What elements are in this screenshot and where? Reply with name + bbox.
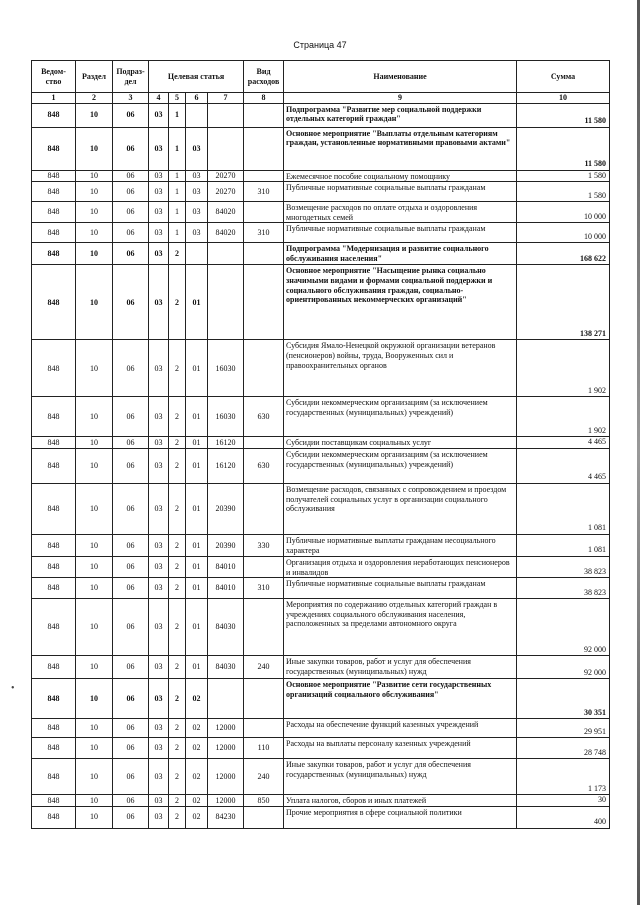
cell-vid: 240 [244,759,284,795]
cell-c4: 12000 [208,738,244,759]
cell-razdel: 10 [76,679,113,719]
cell-sum: 4 465 [517,448,610,483]
cell-razdel: 10 [76,578,113,599]
cell-sum: 92 000 [517,599,610,656]
header-ved: Ведом-ство [32,61,76,93]
cell-vid [244,719,284,738]
cell-c4: 84030 [208,656,244,679]
cell-c1: 03 [149,738,169,759]
cell-c1: 03 [149,397,169,437]
cell-c1: 03 [149,243,169,265]
cell-razdel: 10 [76,265,113,340]
cell-sum: 92 000 [517,656,610,679]
cell-ved: 848 [32,806,76,828]
cell-razdel: 10 [76,437,113,449]
cell-c4: 12000 [208,759,244,795]
cell-c4 [208,243,244,265]
cell-razdel: 10 [76,397,113,437]
cell-c3: 02 [186,759,208,795]
cell-c3: 01 [186,483,208,534]
cell-name: Основное мероприятие "Выплаты отдельным категориям граждан, установленные нормативными правовыми актами" [284,127,517,170]
table-row [32,170,610,182]
table-row [32,483,610,534]
column-index-cell: 4 [149,93,169,104]
cell-c1: 03 [149,170,169,182]
cell-c4: 20390 [208,483,244,534]
table-row [32,795,610,807]
cell-name: Публичные нормативные выплаты гражданам несоциального характера [284,534,517,556]
cell-c2: 1 [169,127,186,170]
cell-name: Организация отдыха и оздоровления неработающих пенсионеров и инвалидов [284,556,517,577]
cell-vid: 850 [244,795,284,807]
cell-ved: 848 [32,397,76,437]
cell-c3: 01 [186,599,208,656]
cell-c3: 03 [186,127,208,170]
column-index-cell: 7 [208,93,244,104]
cell-ved: 848 [32,738,76,759]
cell-name: Ежемесячное пособие социальному помощнику [284,170,517,182]
cell-ved: 848 [32,182,76,202]
cell-c2: 2 [169,679,186,719]
cell-podrazdel: 06 [113,448,149,483]
cell-ved: 848 [32,202,76,223]
cell-c1: 03 [149,534,169,556]
cell-podrazdel: 06 [113,679,149,719]
cell-vid: 310 [244,223,284,243]
cell-c4: 16030 [208,340,244,397]
cell-c4 [208,679,244,719]
cell-podrazdel: 06 [113,656,149,679]
table-row [32,182,610,202]
table-row [32,127,610,170]
cell-razdel: 10 [76,127,113,170]
cell-razdel: 10 [76,182,113,202]
cell-c1: 03 [149,656,169,679]
cell-vid: 240 [244,656,284,679]
cell-podrazdel: 06 [113,483,149,534]
cell-c3 [186,103,208,127]
table-row [32,719,610,738]
cell-c2: 1 [169,170,186,182]
cell-sum: 1 580 [517,170,610,182]
cell-podrazdel: 06 [113,795,149,807]
cell-c2: 2 [169,483,186,534]
cell-c2: 1 [169,182,186,202]
cell-c4: 20270 [208,170,244,182]
cell-c2: 2 [169,448,186,483]
cell-ved: 848 [32,679,76,719]
cell-c4: 84030 [208,599,244,656]
page-number: Страница 47 [293,40,347,50]
cell-c4: 84230 [208,806,244,828]
cell-name: Иные закупки товаров, работ и услуг для обеспечения государственных (муниципальных) нужд [284,759,517,795]
cell-vid: 630 [244,397,284,437]
cell-podrazdel: 06 [113,182,149,202]
cell-podrazdel: 06 [113,437,149,449]
column-index-cell: 3 [113,93,149,104]
cell-sum: 400 [517,806,610,828]
cell-c4: 12000 [208,795,244,807]
cell-c1: 03 [149,340,169,397]
cell-c3 [186,243,208,265]
cell-c3: 02 [186,806,208,828]
cell-podrazdel: 06 [113,599,149,656]
cell-vid [244,265,284,340]
cell-podrazdel: 06 [113,397,149,437]
cell-c4: 20390 [208,534,244,556]
cell-c1: 03 [149,265,169,340]
cell-vid: 630 [244,448,284,483]
cell-razdel: 10 [76,806,113,828]
cell-c1: 03 [149,202,169,223]
column-index-cell: 2 [76,93,113,104]
cell-c1: 03 [149,448,169,483]
cell-c2: 2 [169,340,186,397]
cell-ved: 848 [32,483,76,534]
header-razdel: Раздел [76,61,113,93]
cell-ved: 848 [32,103,76,127]
cell-c3: 02 [186,679,208,719]
cell-name: Иные закупки товаров, работ и услуг для обеспечения государственных (муниципальных) нужд [284,656,517,679]
column-index-cell: 9 [284,93,517,104]
cell-razdel: 10 [76,556,113,577]
cell-podrazdel: 06 [113,806,149,828]
cell-razdel: 10 [76,103,113,127]
cell-c2: 2 [169,795,186,807]
cell-vid [244,103,284,127]
cell-c3: 01 [186,397,208,437]
table-row [32,202,610,223]
cell-c1: 03 [149,127,169,170]
cell-name: Подпрограмма "Развитие мер социальной поддержки отдельных категорий граждан" [284,103,517,127]
cell-podrazdel: 06 [113,534,149,556]
cell-c2: 2 [169,806,186,828]
cell-c4 [208,103,244,127]
cell-name: Субсидии некоммерческим организациям (за исключением государственных (муниципальных) учреждений) [284,448,517,483]
cell-name: Публичные нормативные социальные выплаты гражданам [284,578,517,599]
table-row [32,243,610,265]
column-index-cell: 5 [169,93,186,104]
cell-sum: 1 902 [517,397,610,437]
cell-razdel: 10 [76,599,113,656]
cell-c4 [208,127,244,170]
cell-c4: 16120 [208,437,244,449]
cell-c2: 1 [169,103,186,127]
cell-c3: 01 [186,578,208,599]
column-index-cell: 10 [517,93,610,104]
cell-c2: 2 [169,656,186,679]
cell-razdel: 10 [76,759,113,795]
cell-c1: 03 [149,103,169,127]
table-row [32,578,610,599]
cell-ved: 848 [32,448,76,483]
cell-c3: 01 [186,534,208,556]
table-row [32,448,610,483]
table-row [32,556,610,577]
cell-c3: 01 [186,437,208,449]
cell-c1: 03 [149,759,169,795]
table-row [32,656,610,679]
column-index-cell: 8 [244,93,284,104]
cell-podrazdel: 06 [113,578,149,599]
cell-c1: 03 [149,806,169,828]
cell-vid: 310 [244,182,284,202]
cell-c3: 01 [186,340,208,397]
cell-ved: 848 [32,578,76,599]
cell-sum: 29 951 [517,719,610,738]
cell-c2: 2 [169,719,186,738]
cell-c2: 2 [169,243,186,265]
cell-c1: 03 [149,556,169,577]
cell-vid [244,556,284,577]
cell-name: Расходы на выплаты персоналу казенных учреждений [284,738,517,759]
cell-podrazdel: 06 [113,265,149,340]
header-row [32,61,610,93]
table-row [32,759,610,795]
cell-c1: 03 [149,719,169,738]
cell-razdel: 10 [76,448,113,483]
cell-ved: 848 [32,437,76,449]
cell-razdel: 10 [76,243,113,265]
cell-podrazdel: 06 [113,103,149,127]
header-summa: Сумма [517,61,610,93]
cell-ved: 848 [32,599,76,656]
cell-podrazdel: 06 [113,127,149,170]
cell-sum: 38 823 [517,578,610,599]
cell-podrazdel: 06 [113,243,149,265]
column-index-row [32,93,610,104]
cell-c3: 01 [186,448,208,483]
cell-podrazdel: 06 [113,223,149,243]
cell-ved: 848 [32,265,76,340]
table-row [32,103,610,127]
cell-vid [244,340,284,397]
table-row [32,738,610,759]
cell-c4: 16120 [208,448,244,483]
cell-vid: 330 [244,534,284,556]
cell-c2: 2 [169,759,186,795]
cell-c4: 12000 [208,719,244,738]
cell-sum: 1 081 [517,534,610,556]
cell-c3: 01 [186,656,208,679]
cell-c3: 01 [186,556,208,577]
cell-podrazdel: 06 [113,719,149,738]
cell-razdel: 10 [76,202,113,223]
table-row [32,534,610,556]
cell-podrazdel: 06 [113,340,149,397]
table-row [32,265,610,340]
cell-c4: 84020 [208,223,244,243]
cell-c3: 02 [186,795,208,807]
cell-vid [244,437,284,449]
cell-sum: 30 [517,795,610,807]
header-vid: Вид расходов [244,61,284,93]
table-row [32,679,610,719]
cell-c2: 2 [169,578,186,599]
cell-vid [244,599,284,656]
cell-sum: 168 622 [517,243,610,265]
header-naim: Наименование [284,61,517,93]
cell-razdel: 10 [76,719,113,738]
cell-c2: 2 [169,265,186,340]
cell-c4: 84010 [208,578,244,599]
cell-razdel: 10 [76,483,113,534]
cell-vid [244,679,284,719]
cell-c1: 03 [149,679,169,719]
cell-vid [244,483,284,534]
cell-c3: 03 [186,182,208,202]
cell-name: Субсидия Ямало-Ненецкой окружной организации ветеранов (пенсионеров) войны, труда, Вооруженных сил и правоохранительных органов [284,340,517,397]
cell-razdel: 10 [76,170,113,182]
cell-ved: 848 [32,795,76,807]
cell-podrazdel: 06 [113,202,149,223]
cell-c2: 2 [169,437,186,449]
cell-vid: 310 [244,578,284,599]
cell-c3: 01 [186,265,208,340]
cell-ved: 848 [32,656,76,679]
cell-podrazdel: 06 [113,738,149,759]
cell-vid [244,127,284,170]
cell-c3: 03 [186,202,208,223]
cell-c1: 03 [149,795,169,807]
budget-table [31,60,610,829]
cell-sum: 1 081 [517,483,610,534]
cell-name: Уплата налогов, сборов и иных платежей [284,795,517,807]
cell-c4: 20270 [208,182,244,202]
cell-sum: 1 902 [517,340,610,397]
cell-c1: 03 [149,437,169,449]
cell-podrazdel: 06 [113,556,149,577]
cell-vid [244,243,284,265]
cell-name: Публичные нормативные социальные выплаты гражданам [284,223,517,243]
cell-ved: 848 [32,759,76,795]
cell-c4: 16030 [208,397,244,437]
cell-name: Возмещение расходов, связанных с сопровождением и проездом получателей социальных услуг в организации социального обслуживания [284,483,517,534]
cell-c4: 84020 [208,202,244,223]
header-podrazdel: Подраз-дел [113,61,149,93]
cell-name: Подпрограмма "Модернизация и развитие социального обслуживания населения" [284,243,517,265]
cell-ved: 848 [32,340,76,397]
cell-c1: 03 [149,223,169,243]
cell-sum: 30 351 [517,679,610,719]
cell-ved: 848 [32,127,76,170]
header-celevaya: Целевая статья [149,61,244,93]
cell-c3: 02 [186,719,208,738]
cell-c1: 03 [149,182,169,202]
cell-sum: 10 000 [517,202,610,223]
cell-ved: 848 [32,223,76,243]
cell-name: Мероприятия по содержанию отдельных категорий граждан в учреждениях социального обслуживания населения, расположенных за пределами автономного округа [284,599,517,656]
cell-name: Основное мероприятие "Развитие сети государственных организаций социального обслуживания" [284,679,517,719]
cell-sum: 4 465 [517,437,610,449]
table-row [32,397,610,437]
column-index-cell: 1 [32,93,76,104]
cell-razdel: 10 [76,795,113,807]
cell-sum: 38 823 [517,556,610,577]
cell-razdel: 10 [76,223,113,243]
table-body [32,103,610,828]
cell-razdel: 10 [76,656,113,679]
cell-name: Прочие мероприятия в сфере социальной политики [284,806,517,828]
cell-vid: 110 [244,738,284,759]
cell-vid [244,806,284,828]
cell-c3: 03 [186,170,208,182]
cell-razdel: 10 [76,534,113,556]
cell-podrazdel: 06 [113,170,149,182]
cell-sum: 1 580 [517,182,610,202]
cell-ved: 848 [32,170,76,182]
cell-vid [244,202,284,223]
margin-mark: • [11,683,15,694]
cell-c3: 02 [186,738,208,759]
cell-name: Расходы на обеспечение функций казенных учреждений [284,719,517,738]
cell-vid [244,170,284,182]
table-row [32,223,610,243]
cell-c2: 2 [169,534,186,556]
cell-razdel: 10 [76,738,113,759]
cell-c2: 2 [169,556,186,577]
cell-ved: 848 [32,556,76,577]
cell-c1: 03 [149,483,169,534]
cell-c2: 2 [169,599,186,656]
cell-sum: 11 580 [517,103,610,127]
cell-c1: 03 [149,578,169,599]
cell-razdel: 10 [76,340,113,397]
table-row [32,806,610,828]
cell-ved: 848 [32,243,76,265]
cell-name: Публичные нормативные социальные выплаты гражданам [284,182,517,202]
cell-sum: 11 580 [517,127,610,170]
column-index-cell: 6 [186,93,208,104]
cell-name: Основное мероприятие "Насыщение рынка социально значимыми видами и формами социальной поддержки и социального обслуживания граждан, социально-ориентированных некоммерческих организаций" [284,265,517,340]
cell-podrazdel: 06 [113,759,149,795]
cell-name: Субсидии поставщикам социальных услуг [284,437,517,449]
cell-sum: 28 748 [517,738,610,759]
cell-ved: 848 [32,534,76,556]
cell-c3: 03 [186,223,208,243]
cell-name: Возмещение расходов по оплате отдыха и оздоровления многодетных семей [284,202,517,223]
cell-ved: 848 [32,719,76,738]
cell-c4 [208,265,244,340]
cell-c2: 2 [169,738,186,759]
cell-c2: 1 [169,202,186,223]
cell-sum: 1 173 [517,759,610,795]
cell-c4: 84010 [208,556,244,577]
cell-sum: 10 000 [517,223,610,243]
table-row [32,437,610,449]
table-row [32,599,610,656]
cell-name: Субсидии некоммерческим организациям (за исключением государственных (муниципальных) учреждений) [284,397,517,437]
table-row [32,340,610,397]
cell-c2: 2 [169,397,186,437]
cell-c1: 03 [149,599,169,656]
cell-sum: 138 271 [517,265,610,340]
cell-c2: 1 [169,223,186,243]
